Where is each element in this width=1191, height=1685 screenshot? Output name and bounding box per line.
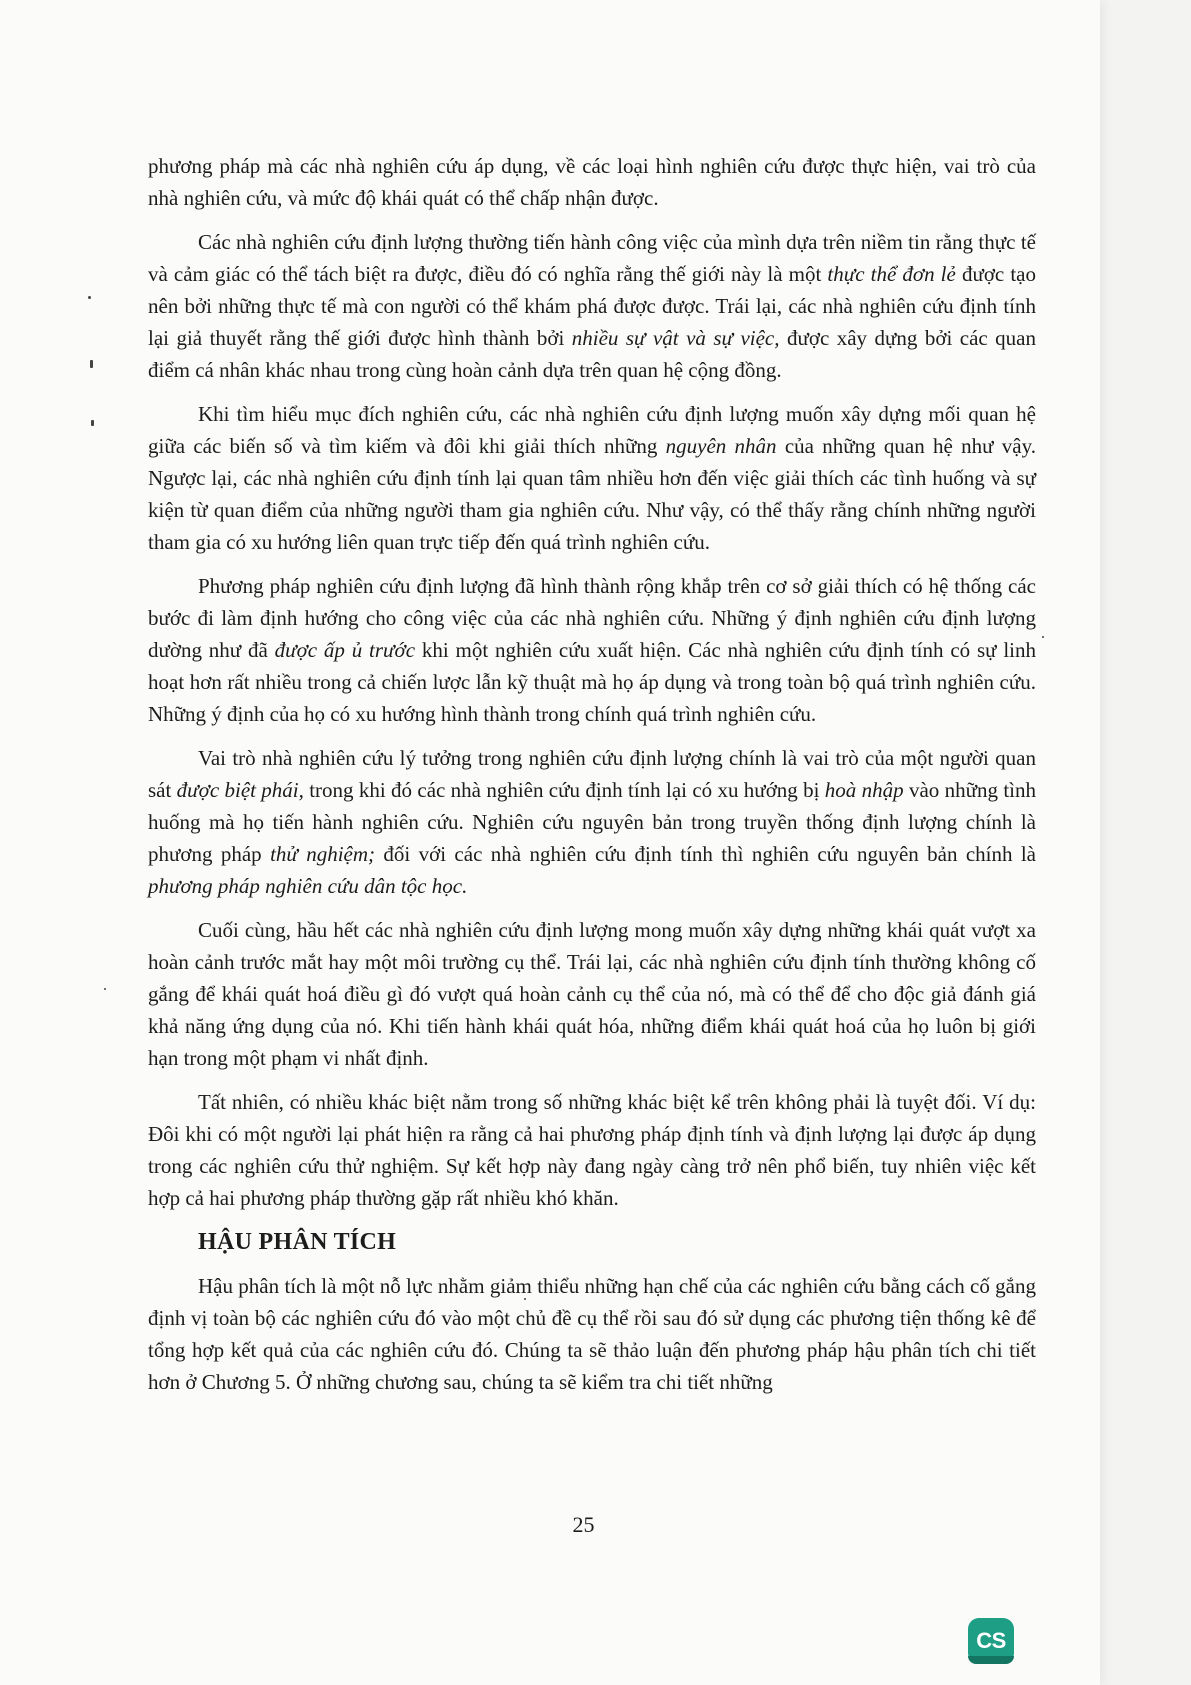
paragraph xyxy=(148,1270,1036,1398)
text-run: Các nhà nghiên cứu định lượng thường tiến hành công việc của mình dựa trên niềm tin rằng thực tế và cảm giác có thể tách biệt ra được, điều đó có nghĩa rằng thế giới này là một xyxy=(148,230,1036,286)
italic-run: phương pháp nghiên cứu dân tộc học. xyxy=(148,874,468,898)
text-run: Hậu phân tích là một nỗ lực nhằm giảm thiểu những hạn chế của các nghiên cứu bằng cách cố gắng định vị toàn bộ các nghiên cứu đó vào một chủ đề cụ thể rồi sau đó sử dụng các phương tiện thống kê để tổng hợp kết quả của các nghiên cứu đó. Chúng ta sẽ thảo luận đến phương pháp hậu phân tích chi tiết hơn ở Chương 5. Ở những chương sau, chúng ta sẽ kiểm tra chi tiết những xyxy=(148,1274,1036,1394)
text-run: khi một nghiên cứu xuất hiện. Các nhà nghiên cứu định tính có sự linh hoạt hơn rất nhiều trong cả chiến lược lẫn kỹ thuật mà họ áp dụng và trong toàn bộ quá trình nghiên cứu. Những ý định của họ có xu hướng hình thành trong chính quá trình nghiên cứu. xyxy=(148,638,1036,726)
text-run: của những quan hệ như vậy. Ngược lại, các nhà nghiên cứu định tính lại quan tâm nhiều hơn đến việc giải thích các tình huống và sự kiện từ quan điểm của những người tham gia nghiên cứu. Như vậy, có thể thấy rằng chính những người tham gia có xu hướng liên quan trực tiếp đến quá trình nghiên cứu. xyxy=(148,434,1036,554)
italic-run: thực thể đơn lẻ xyxy=(827,262,956,286)
italic-run: thử nghiệm; xyxy=(270,842,376,866)
text-run: Phương pháp nghiên cứu định lượng đã hình thành rộng khắp trên cơ sở giải thích có hệ thống các bước đi làm định hướng cho công việc của các nhà nghiên cứu. Những ý định nghiên cứu định lượng dường như đã xyxy=(148,574,1036,662)
scan-speck xyxy=(91,420,94,426)
paragraph xyxy=(148,742,1036,902)
scan-speck xyxy=(90,360,93,368)
page-number xyxy=(0,1512,1191,1538)
text-run: Vai trò nhà nghiên cứu lý tưởng trong nghiên cứu định lượng chính là vai trò của một người quan sát xyxy=(148,746,1036,802)
paragraph xyxy=(148,398,1036,558)
scan-speck xyxy=(1042,636,1044,638)
text-run: được xây dựng bởi các quan điểm cá nhân khác nhau trong cùng hoàn cảnh dựa trên quan hệ cộng đồng. xyxy=(148,326,1037,382)
paragraph xyxy=(148,150,1036,214)
text-run: trong khi đó các nhà nghiên cứu định tính lại có xu hướng bị xyxy=(303,778,825,802)
paragraph xyxy=(148,226,1036,386)
text-run: Khi tìm hiểu mục đích nghiên cứu, các nhà nghiên cứu định lượng muốn xây dựng mối quan hệ giữa các biến số và tìm kiếm và đôi khi giải thích những xyxy=(148,402,1036,458)
text-run: Tất nhiên, có nhiều khác biệt nằm trong số những khác biệt kể trên không phải là tuyệt đối. Ví dụ: Đôi khi có một người lại phát hiện ra rằng cả hai phương pháp định tính và định lượng lại được áp dụng trong các nghiên cứu thử nghiệm. Sự kết hợp này đang ngày càng trở nên phổ biến, tuy nhiên việc kết hợp cả hai phương pháp thường gặp rất nhiều khó khăn. xyxy=(148,1090,1036,1210)
paragraphs-container xyxy=(148,150,1036,1214)
italic-run: nhiều sự vật và sự việc, xyxy=(571,326,780,350)
italic-run: nguyên nhân xyxy=(665,434,777,458)
scan-speck xyxy=(104,988,106,990)
scan-speck xyxy=(88,296,91,299)
scan-speck xyxy=(524,1298,526,1300)
page-number-text: 25 xyxy=(572,1512,595,1537)
body-text xyxy=(148,150,1036,1410)
paragraph xyxy=(148,1086,1036,1214)
camscanner-logo-label: CS xyxy=(976,1628,1006,1653)
text-run: được tạo nên bởi những thực tế mà con người có thể khám phá được được. Trái lại, các nhà nghiên cứu định tính lại giả thuyết rằng thế giới được hình thành bởi xyxy=(148,262,1036,350)
paragraph xyxy=(148,914,1036,1074)
paragraph xyxy=(148,570,1036,730)
italic-run: được ấp ủ trước xyxy=(274,638,416,662)
camscanner-logo-icon xyxy=(968,1618,1014,1664)
section-heading: HẬU PHÂN TÍCH xyxy=(198,1229,397,1255)
text-run: đối với các nhà nghiên cứu định tính thì nghiên cứu nguyên bản chính là xyxy=(375,842,1037,866)
closing-paragraph-container xyxy=(148,1270,1036,1398)
text-run: phương pháp mà các nhà nghiên cứu áp dụng, về các loại hình nghiên cứu được thực hiện, vai trò của nhà nghiên cứu, và mức độ khái quát có thể chấp nhận được. xyxy=(148,154,1036,210)
italic-run: được biệt phái, xyxy=(176,778,304,802)
italic-run: hoà nhập xyxy=(824,778,904,802)
text-run: Cuối cùng, hầu hết các nhà nghiên cứu định lượng mong muốn xây dựng những khái quát vượt xa hoàn cảnh trước mắt hay một môi trường cụ thể. Trái lại, các nhà nghiên cứu định tính thường không cố gắng để khái quát hoá điều gì đó vượt quá hoàn cảnh cụ thể của nó, mà có thể để cho độc giả đánh giá khả năng ứng dụng của nó. Khi tiến hành khái quát hóa, những điểm khái quát hoá của họ luôn bị giới hạn trong một phạm vi nhất định. xyxy=(148,918,1036,1070)
text-run: vào những tình huống mà họ tiến hành nghiên cứu. Nghiên cứu nguyên bản trong truyền thống định lượng chính là phương pháp xyxy=(148,778,1037,866)
